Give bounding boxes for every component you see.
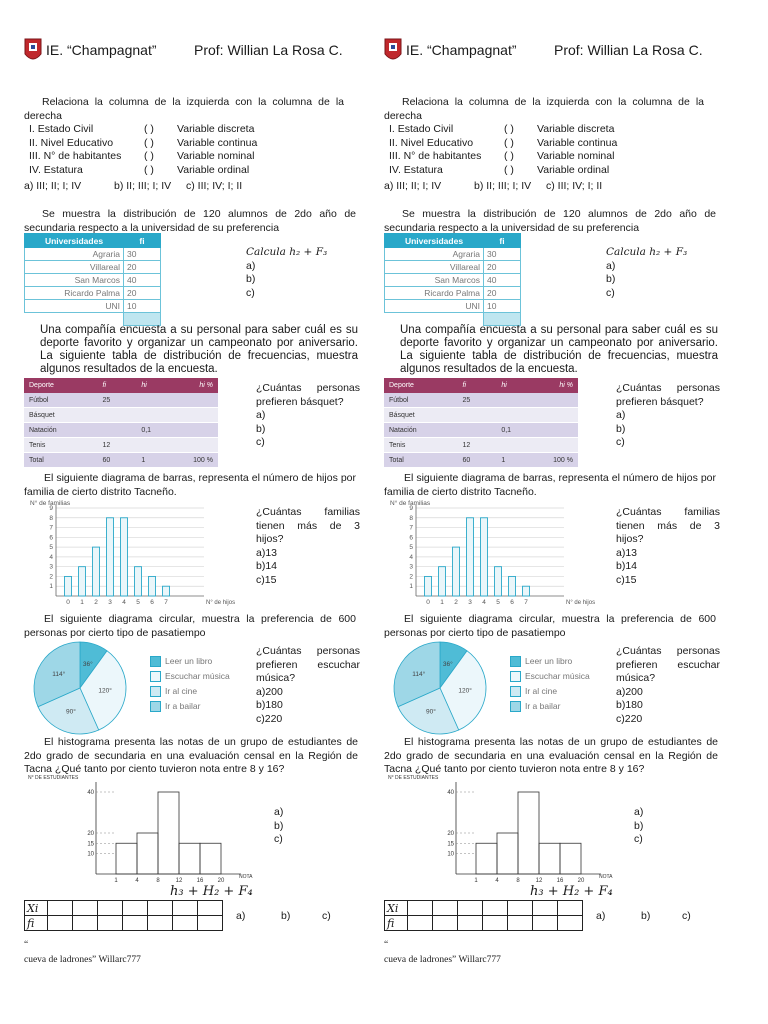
x-tick-label: 1 [80,599,84,606]
table-row: Agraria 30 [385,248,521,261]
table-row: Tenis 12 [24,438,218,453]
y-tick-label: 9 [49,505,53,512]
bar [425,576,432,596]
bar [439,567,446,596]
q4-option-a: a)13 [256,546,278,559]
universities-header: Universidades [25,234,124,248]
footer-quote-mark: “ [24,940,29,950]
histogram-bar [200,843,221,874]
y-axis-label: N° de familias [30,500,71,507]
table-row [385,916,583,931]
table-row: Ricardo Palma 20 [385,287,521,300]
q3-option-b: b) [256,422,266,435]
bar [93,547,100,596]
hobby-pie-chart [24,640,136,736]
y-tick-label: 4 [49,553,53,561]
legend-swatch [510,686,521,697]
q3-option-a: a) [616,409,626,421]
q1-prompt: Relaciona la columna de la izquierda con la columna de la derecha [24,96,344,122]
x-tick-label: 8 [156,878,160,884]
q6-option2-c: c) [682,910,691,922]
y-tick-label: 15 [447,841,454,848]
q4-option-b: b)14 [256,560,278,572]
histogram-bar [518,792,539,874]
slice-label: 114° [412,671,426,679]
legend-item [150,701,240,716]
q1-paren-3: ( ) [144,150,154,162]
q1-paren-1: ( ) [504,123,514,135]
y-tick-label: 8 [409,514,413,522]
q1-left-2: II. Nivel Educativo [389,136,474,149]
bar [65,576,72,596]
q2-option-c: c) [606,286,615,299]
q5-option-a: a)200 [616,685,643,698]
histogram-bar [158,792,179,874]
x-tick-label: 4 [122,599,126,606]
legend-item [510,656,600,671]
q3-prompt: Una compañía encuesta a su personal para saber cuál es su deporte favorito y organizar un campeonato por aniversario. La siguiente tabla de distribución de frecuencias, muestra algunos resultados de la encuesta. [40,324,358,375]
q6-option2-b: b) [281,910,291,922]
q2-question [606,246,726,300]
q6-option-a: a) [634,806,644,818]
x-axis-label: N° de hijos [206,600,236,606]
bar [453,547,460,596]
y-tick-label: 5 [409,544,413,552]
q5-option-c: c)220 [616,712,643,725]
q4-question [256,506,360,587]
q2-option-c: c) [246,286,255,299]
q1-option-b: b) II; III; I; IV [114,180,172,192]
q5-option-a: a)200 [256,685,283,698]
y-axis-label: N° de familias [390,500,431,507]
q6-options [634,806,674,847]
q1-paren-4: ( ) [504,163,514,176]
bar [135,567,142,596]
page-header [384,38,724,68]
q1-right-1: Variable discreta [537,123,615,135]
q4-prompt: El siguiente diagrama de barras, representa el número de hijos por familia de cierto distrito Tacneño. [384,472,716,498]
q3-option-a: a) [256,409,266,421]
q5-prompt: El siguiente diagrama circular, muestra la preferencia de 600 personas por cierto tipo de pasatiempo [24,613,356,639]
children-bar-chart [28,498,236,610]
y-tick-label: 3 [49,563,53,571]
histogram-bar [560,843,581,874]
q3-option-b: b) [616,422,626,435]
legend-label: Ir al cine [525,686,558,696]
y-tick-label: 20 [87,831,94,837]
q6-option-b: b) [274,819,284,832]
q2-option-b: b) [606,273,616,285]
footer-quote-mark: “ [384,940,389,950]
x-tick-label: 6 [510,599,514,606]
x-tick-label: 8 [516,878,520,884]
q6-prompt: El histograma presenta las notas de un grupo de estudiantes de 2do grado de secundaria en una evaluación censal en la Región de Tacna ¿Qué tanto por ciento tuvieron nota entre 8 y 16? [384,736,718,775]
q2-question [246,246,366,300]
q1-paren-2: ( ) [504,136,514,149]
y-tick-label: 6 [49,534,53,542]
slice-label: 120° [98,687,112,695]
y-tick-label: 2 [409,573,413,581]
slice-label: 90° [426,708,436,716]
q1-paren-2: ( ) [144,136,154,149]
x-tick-label: 5 [136,599,140,606]
universities-header: Universidades [385,234,484,248]
y-tick-label: 40 [447,790,454,796]
q6-option-c: c) [634,833,643,845]
legend-label: Ir a bailar [525,701,561,711]
universities-table [24,233,161,326]
y-tick-label: 10 [447,851,454,858]
q3-option-c: c) [256,436,265,448]
y-tick-label: 5 [49,544,53,552]
footer-text: cueva de ladrones” Willarc777 [384,955,501,965]
sports-table: Deporte fi hi hi % Fútbol 25 Básquet Natación 0,1 Tenis 12 Total 60 1 100 % [384,378,578,468]
q6-formula: h₃ + H₂ + F₄ [530,884,613,899]
x-tick-label: 3 [468,599,472,606]
q1-paren-1: ( ) [144,123,154,135]
table-row: Villareal 20 [385,261,521,274]
school-name: IE. “Champagnat” [406,42,517,58]
q5-ask: ¿Cuántas personas prefieren escuchar música? [616,645,720,684]
y-axis-label: N° DE ESTUDIANTES [388,775,439,781]
pie-legend [510,656,600,716]
page-header [24,38,364,68]
slice-label: 36° [82,660,93,668]
table-row: UNI 10 [385,300,521,313]
bar [121,518,128,596]
frequency-blank-table [384,900,583,931]
fi-header: fi [124,234,161,248]
q1-option-c: c) III; IV; I; II [546,180,603,192]
fi-label: fi [385,916,408,931]
legend-item [150,686,240,701]
q1-right-1: Variable discreta [177,123,255,135]
x-tick-label: 1 [474,878,478,884]
footer-text: cueva de ladrones” Willarc777 [24,955,141,965]
y-tick-label: 20 [447,831,454,837]
table-row: Básquet [24,408,218,423]
legend-swatch [510,656,521,667]
histogram-bar [116,843,137,874]
table-row: Natación 0,1 [384,423,578,438]
y-tick-label: 15 [87,841,94,848]
q1-option-a: a) III; II; I; IV [384,180,442,192]
table-row: San Marcos 40 [385,274,521,287]
q6-option-a: a) [274,806,284,818]
pie-legend [150,656,240,716]
table-row: Natación 0,1 [24,423,218,438]
x-tick-label: 4 [482,599,486,606]
fi-header: fi [484,234,521,248]
q3-ask: ¿Cuántas personas prefieren básquet? [616,382,720,408]
q6-option2-b: b) [641,910,651,922]
q1-matching [389,123,729,177]
legend-swatch [510,701,521,712]
frequency-blank-table [24,900,223,931]
y-tick-label: 1 [49,583,53,591]
y-tick-label: 8 [49,514,53,522]
bar [79,567,86,596]
q6-prompt: El histograma presenta las notas de un grupo de estudiantes de 2do grado de secundaria en una evaluación censal en la Región de Tacna ¿Qué tanto por ciento tuvieron nota entre 8 y 16? [24,736,358,775]
histogram-bar [179,843,200,874]
q1-left-4: IV. Estatura [389,163,443,176]
q3-prompt: Una compañía encuesta a su personal para saber cuál es su deporte favorito y organizar un campeonato por aniversario. La siguiente tabla de distribución de frecuencias, muestra algunos resultados de la encuesta. [400,324,718,375]
teacher-name: Prof: Willian La Rosa C. [554,42,703,58]
x-tick-label: 2 [94,599,98,606]
q6-option-b: b) [634,819,644,832]
q6-option2-c: c) [322,910,331,922]
y-tick-label: 9 [409,505,413,512]
table-row: Tenis 12 [384,438,578,453]
table-row: San Marcos 40 [25,274,161,287]
q1-left-2: II. Nivel Educativo [29,136,114,149]
q3-question [616,382,720,450]
q5-question [256,645,360,726]
q1-option-a: a) III; II; I; IV [24,180,82,192]
q1-prompt: Relaciona la columna de la izquierda con la columna de la derecha [384,96,704,122]
universities-table [384,233,521,326]
legend-swatch [150,686,161,697]
legend-item [510,671,600,686]
q5-prompt: El siguiente diagrama circular, muestra la preferencia de 600 personas por cierto tipo de pasatiempo [384,613,716,639]
legend-swatch [150,701,161,712]
worksheet-column-left [24,0,399,1024]
grades-histogram [384,774,613,884]
bar [107,518,114,596]
x-tick-label: 16 [556,878,564,884]
q2-option-a: a) [606,259,616,272]
x-tick-label: 6 [150,599,154,606]
q1-left-1: I. Estado Civil [389,123,454,135]
q4-option-b: b)14 [616,560,638,572]
table-row: Fútbol 25 [24,393,218,408]
table-row: Básquet [384,408,578,423]
table-row [25,901,223,916]
slice-label: 90° [66,708,76,716]
slice-label: 120° [458,687,472,695]
q4-prompt: El siguiente diagrama de barras, representa el número de hijos por familia de cierto distrito Tacneño. [24,472,356,498]
q6-option2-a: a) [596,910,606,922]
x-axis-label: NOTA [599,874,613,880]
q2-ask: Calcula h₂ + F₃ [246,246,328,258]
legend-swatch [510,671,521,682]
q1-right-2: Variable continua [537,136,618,149]
q1-right-4: Variable ordinal [177,163,250,176]
y-tick-label: 7 [49,524,53,532]
table-row [385,901,583,916]
q4-ask: ¿Cuántas familias tienen más de 3 hijos? [256,506,360,545]
q4-option-c: c)15 [616,573,637,586]
slice-label: 36° [442,660,453,668]
x-tick-label: 7 [524,599,528,606]
school-name: IE. “Champagnat” [46,42,157,58]
fi-label: fi [25,916,48,931]
legend-label: Leer un libro [525,656,573,666]
q3-ask: ¿Cuántas personas prefieren básquet? [256,382,360,408]
histogram-bar [476,843,497,874]
legend-label: Escuchar música [525,671,590,681]
x-axis-label: N° de hijos [566,600,596,606]
x-tick-label: 7 [164,599,168,606]
q5-question [616,645,720,726]
x-tick-label: 12 [175,878,183,884]
q5-option-b: b)180 [256,699,283,711]
x-tick-label: 3 [108,599,112,606]
q1-right-2: Variable continua [177,136,258,149]
q2-option-b: b) [246,273,256,285]
y-tick-label: 6 [409,534,413,542]
legend-item [510,686,600,701]
hobby-pie-chart [384,640,496,736]
table-row: Ricardo Palma 20 [25,287,161,300]
x-tick-label: 1 [114,878,118,884]
q4-question [616,506,720,587]
table-row: Agraria 30 [25,248,161,261]
x-tick-label: 20 [577,878,585,884]
legend-swatch [150,656,161,667]
table-row: Fútbol 25 [384,393,578,408]
table-row: Total 60 1 100 % [24,453,218,468]
xi-label: Xi [385,901,408,916]
slice-label: 114° [52,671,66,679]
y-tick-label: 7 [409,524,413,532]
q1-right-3: Variable nominal [537,150,615,162]
x-tick-label: 20 [217,878,225,884]
q2-ask: Calcula h₂ + F₃ [606,246,688,258]
q2-option-a: a) [246,259,256,272]
worksheet-column-right [384,0,759,1024]
bar [149,576,156,596]
q1-right-4: Variable ordinal [537,163,610,176]
y-tick-label: 2 [49,573,53,581]
y-tick-label: 10 [87,851,94,858]
bar [495,567,502,596]
bar [467,518,474,596]
x-tick-label: 2 [454,599,458,606]
q4-ask: ¿Cuántas familias tienen más de 3 hijos? [616,506,720,545]
histogram-bar [497,833,518,874]
x-tick-label: 5 [496,599,500,606]
q4-option-c: c)15 [256,573,277,586]
legend-item [150,671,240,686]
q1-left-4: IV. Estatura [29,163,83,176]
q2-prompt: Se muestra la distribución de 120 alumnos de 2do año de secundaria respecto a la universidad de su preferencia [24,208,356,234]
table-row [25,916,223,931]
q1-option-c: c) III; IV; I; II [186,180,243,192]
y-axis-label: N° DE ESTUDIANTES [28,775,79,781]
q3-option-c: c) [616,436,625,448]
legend-item [150,656,240,671]
q1-left-3: III. N° de habitantes [29,150,122,162]
x-tick-label: 12 [535,878,543,884]
bar [163,586,170,596]
q6-formula: h₃ + H₂ + F₄ [170,884,253,899]
bar [523,586,530,596]
x-tick-label: 4 [495,878,499,884]
table-row: Total 60 1 100 % [384,453,578,468]
q4-option-a: a)13 [616,546,638,559]
legend-label: Ir al cine [165,686,198,696]
teacher-name: Prof: Willian La Rosa C. [194,42,343,58]
x-tick-label: 0 [66,599,70,606]
q5-option-c: c)220 [256,712,283,725]
q5-ask: ¿Cuántas personas prefieren escuchar música? [256,645,360,684]
y-tick-label: 3 [409,563,413,571]
bar [481,518,488,596]
q1-paren-3: ( ) [504,150,514,162]
histogram-bar [539,843,560,874]
q1-right-3: Variable nominal [177,150,255,162]
y-tick-label: 40 [87,790,94,796]
school-shield-icon [24,38,42,64]
q5-option-b: b)180 [616,699,643,711]
x-tick-label: 1 [440,599,444,606]
q1-paren-4: ( ) [144,163,154,176]
school-shield-icon [384,38,402,64]
legend-label: Escuchar música [165,671,230,681]
x-tick-label: 0 [426,599,430,606]
x-tick-label: 4 [135,878,139,884]
q3-question [256,382,360,450]
y-tick-label: 4 [409,553,413,561]
legend-label: Ir a bailar [165,701,201,711]
sports-table: Deporte fi hi hi % Fútbol 25 Básquet Natación 0,1 Tenis 12 Total 60 1 100 % [24,378,218,468]
q6-option2-a: a) [236,910,246,922]
histogram-bar [137,833,158,874]
x-tick-label: 16 [196,878,204,884]
q1-left-1: I. Estado Civil [29,123,94,135]
q1-left-3: III. N° de habitantes [389,150,482,162]
q1-option-b: b) II; III; I; IV [474,180,532,192]
children-bar-chart [388,498,596,610]
q6-option-c: c) [274,833,283,845]
legend-label: Leer un libro [165,656,213,666]
grades-histogram [24,774,253,884]
y-tick-label: 1 [409,583,413,591]
x-axis-label: NOTA [239,874,253,880]
q6-options [274,806,314,847]
xi-label: Xi [25,901,48,916]
q1-matching [29,123,369,177]
table-row: UNI 10 [25,300,161,313]
table-row: Villareal 20 [25,261,161,274]
legend-swatch [150,671,161,682]
legend-item [510,701,600,716]
bar [509,576,516,596]
q2-prompt: Se muestra la distribución de 120 alumnos de 2do año de secundaria respecto a la universidad de su preferencia [384,208,716,234]
